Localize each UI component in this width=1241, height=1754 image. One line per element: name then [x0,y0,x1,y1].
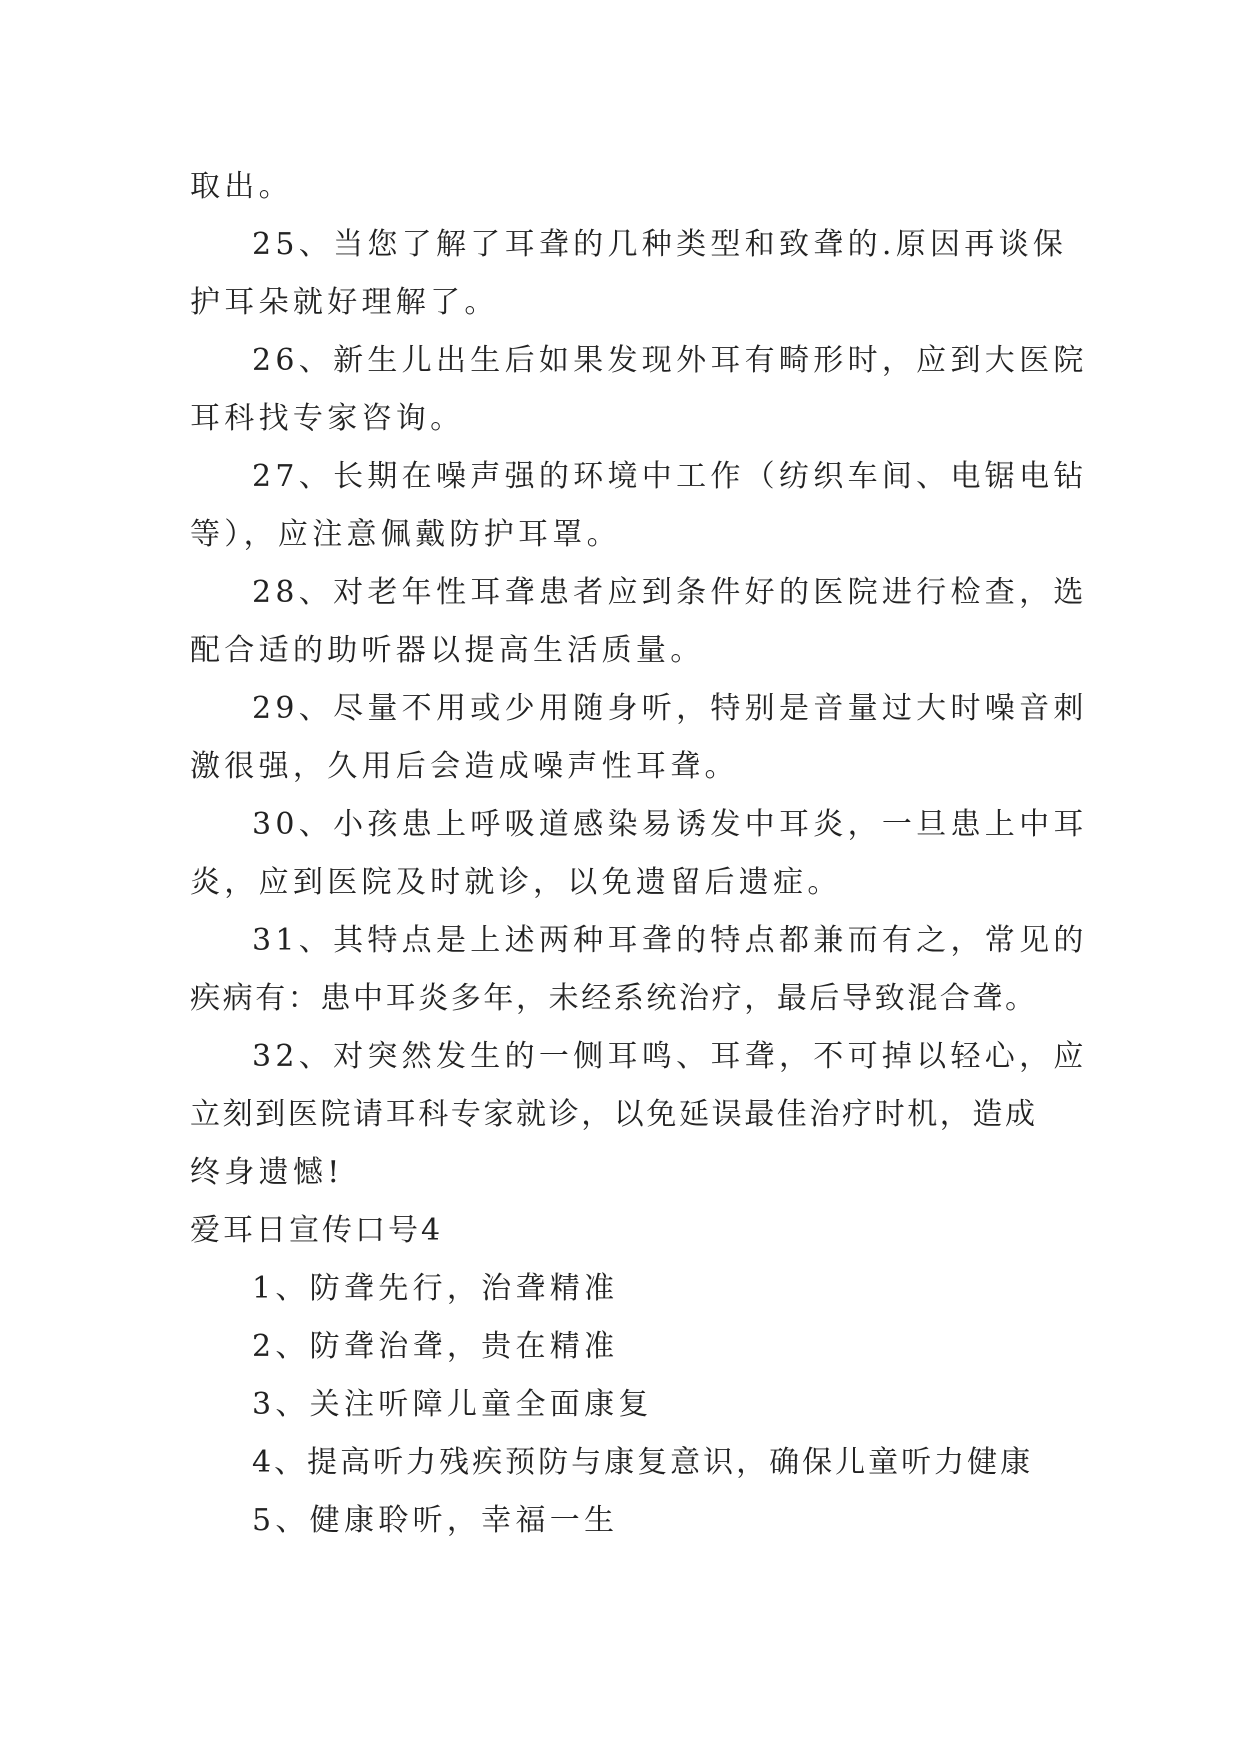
paragraph-continuation [190,158,1070,216]
paragraph-30 [190,796,1088,912]
text-line: 32、对突然发生的一侧耳鸣、耳聋，不可掉以轻心，应 [252,1039,1088,1074]
paragraph-32 [190,1028,1088,1202]
list-item: 1、防聋先行，治聋精准 [252,1271,619,1306]
list-item: 2、防聋治聋，贵在精准 [252,1329,619,1364]
document-body [190,158,1088,1550]
text-line: 28、对老年性耳聋患者应到条件好的医院进行检查，选 [252,575,1088,610]
text-line: 26、新生儿出生后如果发现外耳有畸形时，应到大医院 [252,343,1088,378]
slogan-list [190,1260,1070,1550]
text-line: 取出。 [190,169,293,204]
text-line: 护耳朵就好理解了。 [190,285,499,320]
text-line: 27、长期在噪声强的环境中工作（纺织车间、电锯电钻 [252,459,1088,494]
paragraph-28 [190,564,1088,680]
list-item: 4、提高听力残疾预防与康复意识，确保儿童听力健康 [252,1445,1034,1480]
text-line: 立刻到医院请耳科专家就诊，以免延误最佳治疗时机，造成 [190,1097,1038,1132]
paragraph-31 [190,912,1088,1028]
text-line: 激很强，久用后会造成噪声性耳聋。 [190,749,739,784]
list-item: 5、健康聆听，幸福一生 [252,1503,619,1538]
text-line: 30、小孩患上呼吸道感染易诱发中耳炎，一旦患上中耳 [252,807,1088,842]
text-line: 炎，应到医院及时就诊，以免遗留后遗症。 [190,865,842,900]
section-heading: 爱耳日宣传口号4 [190,1213,444,1248]
text-line: 31、其特点是上述两种耳聋的特点都兼而有之，常见的 [252,923,1088,958]
paragraph-26 [190,332,1088,448]
text-line: 疾病有：患中耳炎多年，未经系统治疗，最后导致混合聋。 [190,981,1038,1016]
paragraph-25 [190,216,1070,332]
text-line: 终身遗憾! [190,1155,344,1190]
text-line: 29、尽量不用或少用随身听，特别是音量过大时噪音刺 [252,691,1088,726]
paragraph-29 [190,680,1088,796]
paragraph-27 [190,448,1088,564]
list-item: 3、关注听障儿童全面康复 [252,1387,653,1422]
text-line: 等），应注意佩戴防护耳罩。 [190,517,621,552]
text-line: 配合适的助听器以提高生活质量。 [190,633,705,668]
text-line: 耳科找专家咨询。 [190,401,465,436]
text-line: 25、当您了解了耳聋的几种类型和致聋的.原因再谈保 [252,227,1068,262]
